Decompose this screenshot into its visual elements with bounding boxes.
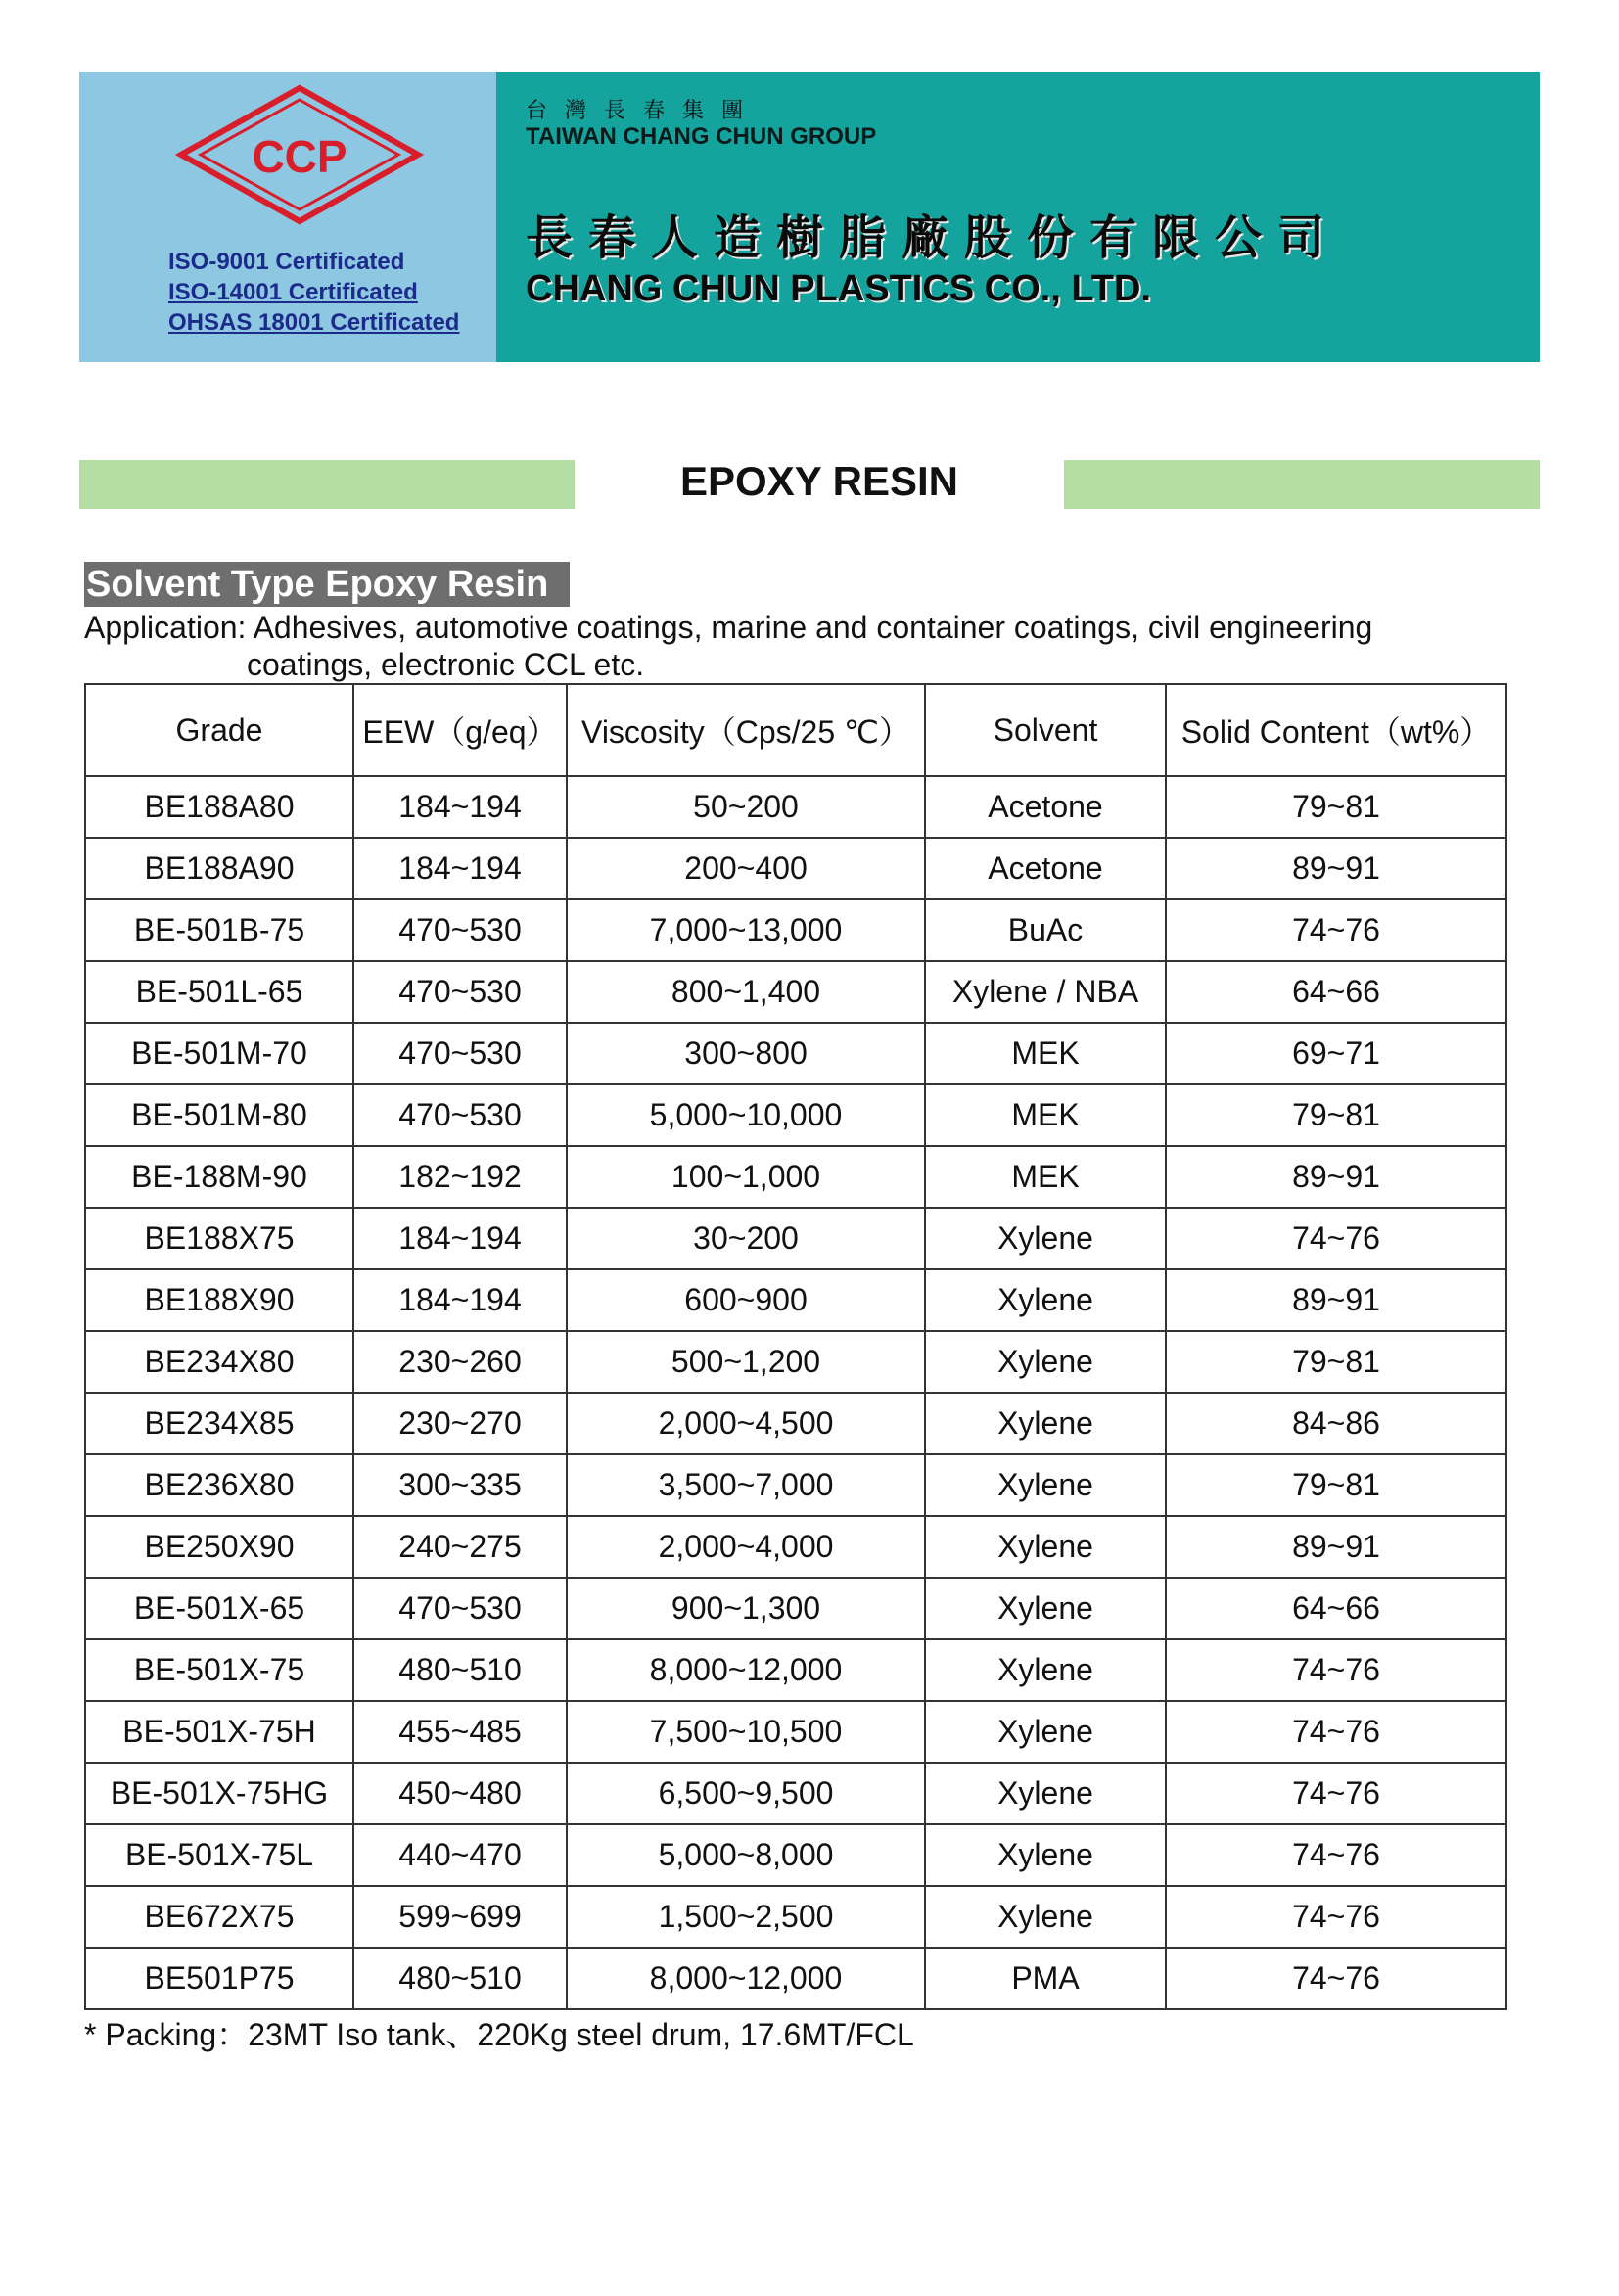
cell-viscosity: 6,500~9,500 xyxy=(567,1763,925,1824)
cell-grade: BE188A90 xyxy=(85,838,353,899)
packing-note: * Packing：23MT Iso tank、220Kg steel drum, 17.6MT/FCL xyxy=(84,2017,914,2052)
cell-solvent: Xylene xyxy=(925,1763,1166,1824)
cell-viscosity: 200~400 xyxy=(567,838,925,899)
cell-viscosity: 30~200 xyxy=(567,1208,925,1269)
table-row xyxy=(85,776,1506,838)
cell-solvent: Xylene xyxy=(925,1269,1166,1331)
table-row xyxy=(85,1639,1506,1701)
cell-eew: 184~194 xyxy=(353,776,567,838)
company-name-en: CHANG CHUN PLASTICS CO., LTD. xyxy=(526,268,1151,309)
cell-grade: BE-501X-75H xyxy=(85,1701,353,1763)
table-row xyxy=(85,1454,1506,1516)
cell-grade: BE234X80 xyxy=(85,1331,353,1393)
table-row xyxy=(85,1393,1506,1454)
cell-solvent: MEK xyxy=(925,1146,1166,1208)
cell-eew: 230~260 xyxy=(353,1331,567,1393)
cell-solid-content: 74~76 xyxy=(1166,1948,1506,2009)
table-row xyxy=(85,899,1506,961)
cell-eew: 455~485 xyxy=(353,1701,567,1763)
table-row xyxy=(85,961,1506,1023)
table-row xyxy=(85,1578,1506,1639)
cell-solid-content: 74~76 xyxy=(1166,899,1506,961)
cell-solvent: MEK xyxy=(925,1023,1166,1084)
cell-solid-content: 89~91 xyxy=(1166,1269,1506,1331)
column-header-solid-content: Solid Content（wt%） xyxy=(1166,684,1506,776)
column-header-viscosity: Viscosity（Cps/25 ℃） xyxy=(567,684,925,776)
table-row xyxy=(85,1084,1506,1146)
cell-eew: 182~192 xyxy=(353,1146,567,1208)
cell-solvent: Acetone xyxy=(925,776,1166,838)
cell-eew: 470~530 xyxy=(353,1578,567,1639)
section-heading: Solvent Type Epoxy Resin xyxy=(84,562,570,607)
cell-solid-content: 79~81 xyxy=(1166,1454,1506,1516)
cell-grade: BE188A80 xyxy=(85,776,353,838)
table-row xyxy=(85,1763,1506,1824)
column-header-eew: EEW（g/eq） xyxy=(353,684,567,776)
cell-eew: 184~194 xyxy=(353,838,567,899)
cell-solvent: Xylene xyxy=(925,1331,1166,1393)
cell-grade: BE672X75 xyxy=(85,1886,353,1948)
cell-viscosity: 2,000~4,500 xyxy=(567,1393,925,1454)
cell-solvent: Acetone xyxy=(925,838,1166,899)
table-row xyxy=(85,1701,1506,1763)
cell-solvent: Xylene xyxy=(925,1886,1166,1948)
cell-eew: 599~699 xyxy=(353,1886,567,1948)
cell-viscosity: 8,000~12,000 xyxy=(567,1639,925,1701)
cell-viscosity: 800~1,400 xyxy=(567,961,925,1023)
table-row xyxy=(85,1146,1506,1208)
table-row xyxy=(85,1886,1506,1948)
table-row xyxy=(85,838,1506,899)
cell-solvent: BuAc xyxy=(925,899,1166,961)
cell-grade: BE-501X-75 xyxy=(85,1639,353,1701)
cell-eew: 470~530 xyxy=(353,1023,567,1084)
cell-viscosity: 3,500~7,000 xyxy=(567,1454,925,1516)
application-line-1: Application: Adhesives, automotive coatings, marine and container coatings, civil engineering xyxy=(84,610,1373,645)
cell-viscosity: 600~900 xyxy=(567,1269,925,1331)
cell-viscosity: 50~200 xyxy=(567,776,925,838)
cell-solid-content: 74~76 xyxy=(1166,1886,1506,1948)
cell-solvent: Xylene / NBA xyxy=(925,961,1166,1023)
cell-eew: 470~530 xyxy=(353,899,567,961)
cell-eew: 184~194 xyxy=(353,1269,567,1331)
cell-eew: 470~530 xyxy=(353,1084,567,1146)
title-band-left xyxy=(79,460,575,509)
cell-viscosity: 1,500~2,500 xyxy=(567,1886,925,1948)
cell-viscosity: 300~800 xyxy=(567,1023,925,1084)
cell-solid-content: 89~91 xyxy=(1166,1146,1506,1208)
cell-solid-content: 74~76 xyxy=(1166,1639,1506,1701)
ccp-diamond-icon xyxy=(175,82,424,227)
cell-grade: BE234X85 xyxy=(85,1393,353,1454)
cell-grade: BE188X75 xyxy=(85,1208,353,1269)
cell-eew: 184~194 xyxy=(353,1208,567,1269)
page-title: EPOXY RESIN xyxy=(680,458,958,504)
cell-grade: BE-188M-90 xyxy=(85,1146,353,1208)
cell-eew: 440~470 xyxy=(353,1824,567,1886)
cell-solvent: Xylene xyxy=(925,1639,1166,1701)
cell-eew: 480~510 xyxy=(353,1639,567,1701)
cell-viscosity: 7,500~10,500 xyxy=(567,1701,925,1763)
cell-solid-content: 89~91 xyxy=(1166,838,1506,899)
cell-solid-content: 64~66 xyxy=(1166,1578,1506,1639)
cell-viscosity: 2,000~4,000 xyxy=(567,1516,925,1578)
cell-solid-content: 79~81 xyxy=(1166,1331,1506,1393)
cell-solid-content: 84~86 xyxy=(1166,1393,1506,1454)
cell-grade: BE-501M-80 xyxy=(85,1084,353,1146)
cell-solvent: Xylene xyxy=(925,1454,1166,1516)
column-header-solvent: Solvent xyxy=(925,684,1166,776)
cell-eew: 240~275 xyxy=(353,1516,567,1578)
table-body xyxy=(85,776,1506,2009)
cell-eew: 300~335 xyxy=(353,1454,567,1516)
cell-solid-content: 89~91 xyxy=(1166,1516,1506,1578)
cell-grade: BE-501X-75L xyxy=(85,1824,353,1886)
table-row xyxy=(85,1269,1506,1331)
cell-solid-content: 74~76 xyxy=(1166,1763,1506,1824)
cell-grade: BE236X80 xyxy=(85,1454,353,1516)
table-row xyxy=(85,1331,1506,1393)
cell-eew: 470~530 xyxy=(353,961,567,1023)
cell-grade: BE-501B-75 xyxy=(85,899,353,961)
ccp-logo xyxy=(175,82,424,227)
group-name-en: TAIWAN CHANG CHUN GROUP xyxy=(526,123,877,150)
cell-solid-content: 64~66 xyxy=(1166,961,1506,1023)
cell-viscosity: 5,000~8,000 xyxy=(567,1824,925,1886)
cell-eew: 230~270 xyxy=(353,1393,567,1454)
application-line-2: coatings, electronic CCL etc. xyxy=(247,647,645,682)
cell-viscosity: 7,000~13,000 xyxy=(567,899,925,961)
table-header-row xyxy=(85,684,1506,776)
cell-grade: BE-501L-65 xyxy=(85,961,353,1023)
cell-viscosity: 5,000~10,000 xyxy=(567,1084,925,1146)
cell-solvent: Xylene xyxy=(925,1824,1166,1886)
header-left-panel xyxy=(79,72,496,362)
cell-grade: BE-501X-75HG xyxy=(85,1763,353,1824)
header-right-panel xyxy=(496,72,1540,362)
cell-solid-content: 79~81 xyxy=(1166,776,1506,838)
table-row xyxy=(85,1208,1506,1269)
cell-solvent: Xylene xyxy=(925,1393,1166,1454)
cell-grade: BE-501M-70 xyxy=(85,1023,353,1084)
cell-eew: 480~510 xyxy=(353,1948,567,2009)
cell-viscosity: 500~1,200 xyxy=(567,1331,925,1393)
cell-solvent: Xylene xyxy=(925,1701,1166,1763)
cell-solid-content: 74~76 xyxy=(1166,1824,1506,1886)
table-row xyxy=(85,1948,1506,2009)
cell-grade: BE250X90 xyxy=(85,1516,353,1578)
column-header-grade: Grade xyxy=(85,684,353,776)
cell-viscosity: 900~1,300 xyxy=(567,1578,925,1639)
table-row xyxy=(85,1824,1506,1886)
cell-solid-content: 79~81 xyxy=(1166,1084,1506,1146)
cell-solvent: PMA xyxy=(925,1948,1166,2009)
cell-solvent: Xylene xyxy=(925,1578,1166,1639)
title-band-right xyxy=(1064,460,1540,509)
cell-solid-content: 74~76 xyxy=(1166,1701,1506,1763)
company-name-zh: 長春人造樹脂廠股份有限公司 xyxy=(526,210,1341,265)
cell-grade: BE501P75 xyxy=(85,1948,353,2009)
cell-grade: BE-501X-65 xyxy=(85,1578,353,1639)
cell-viscosity: 100~1,000 xyxy=(567,1146,925,1208)
cell-solvent: Xylene xyxy=(925,1516,1166,1578)
cell-grade: BE188X90 xyxy=(85,1269,353,1331)
cell-solvent: Xylene xyxy=(925,1208,1166,1269)
cell-viscosity: 8,000~12,000 xyxy=(567,1948,925,2009)
cell-solid-content: 69~71 xyxy=(1166,1023,1506,1084)
cert-ohsas18001: OHSAS 18001 Certificated xyxy=(168,309,460,336)
table-row xyxy=(85,1516,1506,1578)
logo-text: CCP xyxy=(252,131,347,182)
cell-solvent: MEK xyxy=(925,1084,1166,1146)
group-name-zh: 台灣長春集團 xyxy=(526,99,762,123)
spec-table xyxy=(84,683,1507,2010)
cert-iso14001: ISO-14001 Certificated xyxy=(168,279,418,305)
header-banner xyxy=(79,72,1540,362)
cell-solid-content: 74~76 xyxy=(1166,1208,1506,1269)
table-row xyxy=(85,1023,1506,1084)
application-text xyxy=(84,609,1552,683)
cert-iso9001: ISO-9001 Certificated xyxy=(168,249,405,275)
cell-eew: 450~480 xyxy=(353,1763,567,1824)
